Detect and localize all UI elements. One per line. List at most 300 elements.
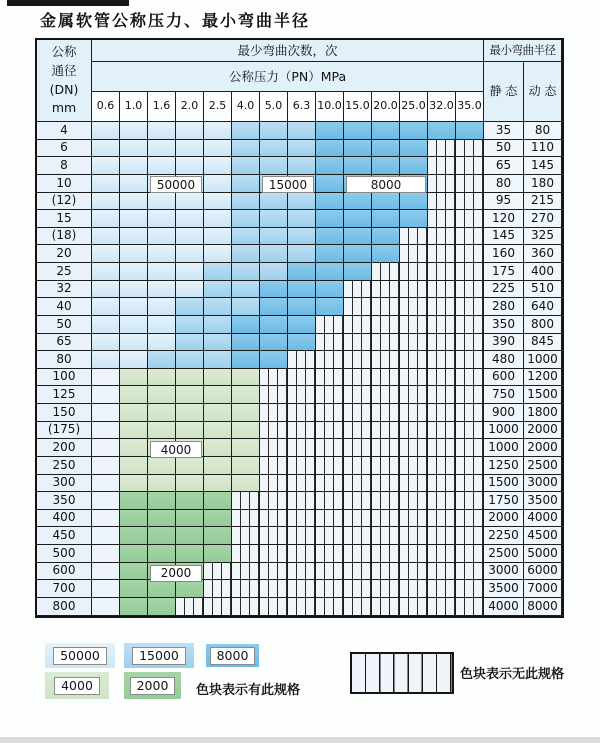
spec-cell	[176, 228, 204, 246]
pressure-value-1.6: 1.6	[148, 92, 176, 122]
spec-cell	[92, 422, 120, 440]
spec-cell	[428, 228, 456, 246]
dynamic-value-cell: 400	[524, 263, 562, 281]
spec-cell	[232, 580, 260, 598]
spec-cell	[372, 457, 400, 475]
spec-cell	[232, 351, 260, 369]
spec-cell	[260, 563, 288, 581]
spec-cell	[260, 334, 288, 352]
spec-cell	[400, 334, 428, 352]
spec-cell	[204, 457, 232, 475]
spec-cell	[120, 157, 148, 175]
legend-label-8000: 8000	[210, 647, 256, 665]
spec-cell	[456, 598, 484, 616]
spec-cell	[92, 245, 120, 263]
spec-cell	[232, 598, 260, 616]
spec-cell	[316, 492, 344, 510]
spec-cell	[428, 457, 456, 475]
spec-cell	[204, 527, 232, 545]
static-value-cell: 1000	[484, 422, 524, 440]
static-value-cell: 350	[484, 316, 524, 334]
static-value-cell: 50	[484, 140, 524, 158]
spec-cell	[260, 527, 288, 545]
spec-cell	[176, 457, 204, 475]
spec-cell	[400, 157, 428, 175]
spec-cell	[204, 351, 232, 369]
spec-cell	[176, 598, 204, 616]
spec-cell	[400, 122, 428, 140]
spec-cell	[316, 245, 344, 263]
dn-cell: 15	[37, 210, 92, 228]
spec-cell	[288, 298, 316, 316]
spec-cell	[148, 334, 176, 352]
spec-cell	[428, 510, 456, 528]
spec-cell	[372, 228, 400, 246]
spec-cell	[148, 369, 176, 387]
spec-cell	[344, 140, 372, 158]
pressure-value-15.0: 15.0	[344, 92, 372, 122]
spec-cell	[204, 157, 232, 175]
spec-cell	[344, 439, 372, 457]
spec-cell	[456, 140, 484, 158]
spec-cell	[148, 228, 176, 246]
pressure-value-1.0: 1.0	[120, 92, 148, 122]
pressure-value-32.0: 32.0	[428, 92, 456, 122]
spec-cell	[148, 281, 176, 299]
spec-cell	[372, 140, 400, 158]
pressure-value-10.0: 10.0	[316, 92, 344, 122]
dynamic-value-cell: 2000	[524, 422, 562, 440]
spec-cell	[92, 298, 120, 316]
spec-cell	[456, 334, 484, 352]
legend-no-spec-swatch	[350, 652, 454, 694]
spec-cell	[316, 510, 344, 528]
spec-cell	[232, 140, 260, 158]
spec-cell	[232, 527, 260, 545]
static-value-cell: 480	[484, 351, 524, 369]
spec-cell	[288, 316, 316, 334]
spec-cell	[204, 281, 232, 299]
spec-cell	[316, 298, 344, 316]
spec-cell	[456, 457, 484, 475]
dn-cell: 800	[37, 598, 92, 616]
spec-cell	[344, 545, 372, 563]
spec-cell	[288, 210, 316, 228]
spec-cell	[204, 210, 232, 228]
spec-cell	[372, 122, 400, 140]
spec-cell	[400, 422, 428, 440]
spec-cell	[92, 457, 120, 475]
spec-cell	[428, 527, 456, 545]
spec-cell	[344, 351, 372, 369]
pressure-value-5.0: 5.0	[260, 92, 288, 122]
header-static: 静 态	[484, 62, 524, 122]
spec-cell	[400, 598, 428, 616]
static-value-cell: 35	[484, 122, 524, 140]
spec-cell	[148, 386, 176, 404]
spec-cell	[316, 369, 344, 387]
spec-cell	[204, 193, 232, 211]
spec-cell	[372, 316, 400, 334]
spec-cell	[260, 369, 288, 387]
dn-cell: 600	[37, 563, 92, 581]
spec-cell	[456, 386, 484, 404]
spec-cell	[232, 263, 260, 281]
spec-cell	[260, 457, 288, 475]
spec-cell	[428, 140, 456, 158]
spec-cell	[232, 457, 260, 475]
spec-cell	[204, 369, 232, 387]
spec-cell	[400, 475, 428, 493]
spec-cell	[232, 122, 260, 140]
spec-cell	[288, 369, 316, 387]
spec-cell	[344, 316, 372, 334]
static-value-cell: 1500	[484, 475, 524, 493]
spec-cell	[92, 492, 120, 510]
spec-cell	[120, 580, 148, 598]
spec-cell	[204, 580, 232, 598]
spec-cell	[344, 598, 372, 616]
spec-cell	[400, 457, 428, 475]
spec-cell	[120, 210, 148, 228]
spec-cell	[120, 475, 148, 493]
cycles-overlay-label-8000: 8000	[346, 176, 426, 193]
spec-cell	[288, 122, 316, 140]
spec-cell	[372, 510, 400, 528]
dn-cell: 100	[37, 369, 92, 387]
spec-cell	[400, 245, 428, 263]
spec-cell	[232, 386, 260, 404]
spec-cell	[232, 334, 260, 352]
spec-cell	[316, 351, 344, 369]
legend-swatch-4000	[45, 672, 109, 699]
spec-cell	[148, 263, 176, 281]
spec-cell	[204, 298, 232, 316]
cycles-overlay-label-2000: 2000	[150, 565, 202, 582]
spec-cell	[92, 386, 120, 404]
spec-cell	[288, 351, 316, 369]
spec-cell	[148, 404, 176, 422]
spec-cell	[204, 563, 232, 581]
page-title: 金属软管公称压力、最小弯曲半径	[40, 11, 311, 30]
spec-cell	[344, 369, 372, 387]
spec-cell	[92, 439, 120, 457]
spec-cell	[260, 140, 288, 158]
legend-has-spec-text: 色块表示有此规格	[196, 683, 301, 698]
dynamic-value-cell: 8000	[524, 598, 562, 616]
spec-cell	[204, 492, 232, 510]
spec-cell	[372, 439, 400, 457]
header-dynamic: 动 态	[524, 62, 562, 122]
spec-cell	[260, 157, 288, 175]
spec-cell	[400, 580, 428, 598]
dynamic-value-cell: 4000	[524, 510, 562, 528]
spec-cell	[260, 281, 288, 299]
spec-cell	[288, 281, 316, 299]
spec-cell	[372, 334, 400, 352]
spec-cell	[232, 563, 260, 581]
spec-cell	[316, 422, 344, 440]
spec-cell	[316, 175, 344, 193]
spec-cell	[120, 527, 148, 545]
cycles-overlay-label-15000: 15000	[262, 176, 314, 193]
pressure-value-35.0: 35.0	[456, 92, 484, 122]
spec-cell	[232, 369, 260, 387]
spec-cell	[232, 245, 260, 263]
spec-cell	[344, 122, 372, 140]
spec-cell	[120, 439, 148, 457]
header-dn-line4: mm	[51, 100, 77, 116]
spec-cell	[176, 580, 204, 598]
static-value-cell: 2500	[484, 545, 524, 563]
spec-cell	[176, 404, 204, 422]
spec-cell	[260, 439, 288, 457]
spec-cell	[204, 598, 232, 616]
dn-cell: 700	[37, 580, 92, 598]
spec-cell	[288, 580, 316, 598]
spec-cell	[204, 422, 232, 440]
spec-cell	[288, 193, 316, 211]
spec-cell	[232, 193, 260, 211]
spec-cell	[176, 122, 204, 140]
dynamic-value-cell: 1800	[524, 404, 562, 422]
spec-cell	[428, 157, 456, 175]
dynamic-value-cell: 5000	[524, 545, 562, 563]
spec-cell	[372, 422, 400, 440]
spec-cell	[204, 122, 232, 140]
static-value-cell: 1250	[484, 457, 524, 475]
pressure-value-20.0: 20.0	[372, 92, 400, 122]
spec-cell	[148, 422, 176, 440]
spec-cell	[344, 228, 372, 246]
spec-cell	[344, 422, 372, 440]
spec-cell	[176, 351, 204, 369]
spec-cell	[148, 140, 176, 158]
dynamic-value-cell: 2500	[524, 457, 562, 475]
spec-cell	[232, 281, 260, 299]
spec-cell	[92, 563, 120, 581]
spec-cell	[120, 140, 148, 158]
dn-cell: 450	[37, 527, 92, 545]
dn-cell: 40	[37, 298, 92, 316]
static-value-cell: 65	[484, 157, 524, 175]
spec-cell	[176, 510, 204, 528]
spec-cell	[400, 545, 428, 563]
spec-cell	[120, 122, 148, 140]
spec-cell	[400, 228, 428, 246]
spec-cell	[232, 545, 260, 563]
header-min-bending-radius: 最小弯曲半径	[484, 40, 562, 62]
spec-cell	[120, 298, 148, 316]
spec-cell	[428, 122, 456, 140]
spec-cell	[400, 404, 428, 422]
spec-cell	[260, 492, 288, 510]
spec-cell	[176, 140, 204, 158]
spec-cell	[232, 422, 260, 440]
spec-cell	[316, 545, 344, 563]
dynamic-value-cell: 1500	[524, 386, 562, 404]
spec-cell	[120, 563, 148, 581]
legend-label-15000: 15000	[132, 647, 186, 665]
spec-cell	[288, 492, 316, 510]
spec-cell	[400, 281, 428, 299]
spec-cell	[176, 263, 204, 281]
spec-cell	[372, 475, 400, 493]
spec-cell	[260, 475, 288, 493]
spec-cell	[316, 580, 344, 598]
spec-cell	[428, 492, 456, 510]
dn-cell: (18)	[37, 228, 92, 246]
spec-cell	[456, 369, 484, 387]
spec-cell	[92, 193, 120, 211]
dynamic-value-cell: 270	[524, 210, 562, 228]
spec-cell	[428, 298, 456, 316]
spec-cell	[316, 228, 344, 246]
spec-cell	[428, 422, 456, 440]
header-dn	[37, 40, 92, 122]
header-dn-line2: 通径	[51, 62, 77, 78]
spec-cell	[456, 563, 484, 581]
spec-cell	[260, 580, 288, 598]
spec-cell	[260, 351, 288, 369]
static-value-cell: 3000	[484, 563, 524, 581]
spec-cell	[372, 281, 400, 299]
spec-cell	[428, 563, 456, 581]
spec-cell	[456, 263, 484, 281]
spec-cell	[372, 157, 400, 175]
spec-cell	[260, 210, 288, 228]
spec-cell	[316, 598, 344, 616]
dynamic-value-cell: 7000	[524, 580, 562, 598]
spec-cell	[120, 334, 148, 352]
spec-cell	[428, 316, 456, 334]
cycles-overlay-label-50000: 50000	[150, 176, 202, 193]
spec-cell	[400, 140, 428, 158]
spec-cell	[400, 316, 428, 334]
spec-cell	[204, 316, 232, 334]
spec-cell	[204, 245, 232, 263]
spec-cell	[316, 140, 344, 158]
legend-label-4000: 4000	[54, 677, 100, 695]
spec-cell	[260, 228, 288, 246]
spec-cell	[344, 510, 372, 528]
spec-cell	[120, 404, 148, 422]
spec-cell	[92, 598, 120, 616]
dn-cell: 200	[37, 439, 92, 457]
spec-cell	[120, 386, 148, 404]
header-dn-line1: 公称	[51, 44, 77, 59]
spec-cell	[456, 175, 484, 193]
legend-swatch-8000	[206, 644, 259, 667]
spec-cell	[288, 404, 316, 422]
spec-cell	[176, 369, 204, 387]
spec-cell	[372, 210, 400, 228]
static-value-cell: 120	[484, 210, 524, 228]
spec-cell	[260, 598, 288, 616]
spec-cell	[316, 563, 344, 581]
dynamic-value-cell: 145	[524, 157, 562, 175]
spec-cell	[92, 175, 120, 193]
spec-cell	[204, 228, 232, 246]
spec-cell	[456, 351, 484, 369]
spec-cell	[316, 193, 344, 211]
spec-cell	[148, 510, 176, 528]
spec-cell	[148, 545, 176, 563]
spec-cell	[120, 457, 148, 475]
spec-cell	[372, 351, 400, 369]
spec-cell	[148, 316, 176, 334]
dn-cell: 65	[37, 334, 92, 352]
spec-cell	[92, 263, 120, 281]
spec-cell	[176, 157, 204, 175]
spec-table	[35, 38, 564, 618]
spec-cell	[92, 228, 120, 246]
spec-cell	[428, 580, 456, 598]
spec-cell	[456, 122, 484, 140]
spec-cell	[456, 228, 484, 246]
spec-cell	[92, 334, 120, 352]
spec-cell	[120, 228, 148, 246]
spec-cell	[316, 475, 344, 493]
legend-swatch-2000	[124, 672, 181, 699]
dn-cell: 400	[37, 510, 92, 528]
spec-cell	[120, 369, 148, 387]
spec-cell	[372, 245, 400, 263]
pressure-value-25.0: 25.0	[400, 92, 428, 122]
static-value-cell: 600	[484, 369, 524, 387]
spec-cell	[260, 510, 288, 528]
spec-cell	[120, 245, 148, 263]
spec-cell	[316, 316, 344, 334]
spec-cell	[148, 457, 176, 475]
spec-cell	[92, 210, 120, 228]
dynamic-value-cell: 110	[524, 140, 562, 158]
dynamic-value-cell: 3500	[524, 492, 562, 510]
spec-cell	[204, 386, 232, 404]
spec-cell	[92, 510, 120, 528]
dn-cell: 20	[37, 245, 92, 263]
spec-cell	[400, 510, 428, 528]
spec-cell	[92, 351, 120, 369]
spec-cell	[428, 475, 456, 493]
spec-cell	[204, 545, 232, 563]
spec-cell	[344, 281, 372, 299]
spec-cell	[316, 122, 344, 140]
spec-cell	[120, 510, 148, 528]
spec-cell	[456, 510, 484, 528]
spec-cell	[288, 510, 316, 528]
spec-cell	[260, 545, 288, 563]
static-value-cell: 1750	[484, 492, 524, 510]
spec-cell	[400, 439, 428, 457]
spec-cell	[260, 193, 288, 211]
spec-cell	[344, 298, 372, 316]
spec-cell	[456, 298, 484, 316]
spec-cell	[344, 386, 372, 404]
dn-cell: 150	[37, 404, 92, 422]
spec-cell	[344, 404, 372, 422]
spec-cell	[232, 228, 260, 246]
spec-cell	[148, 210, 176, 228]
spec-cell	[204, 439, 232, 457]
spec-cell	[456, 527, 484, 545]
dynamic-value-cell: 1200	[524, 369, 562, 387]
spec-cell	[148, 598, 176, 616]
spec-cell	[428, 598, 456, 616]
spec-cell	[120, 545, 148, 563]
dn-cell: 6	[37, 140, 92, 158]
dynamic-value-cell: 510	[524, 281, 562, 299]
